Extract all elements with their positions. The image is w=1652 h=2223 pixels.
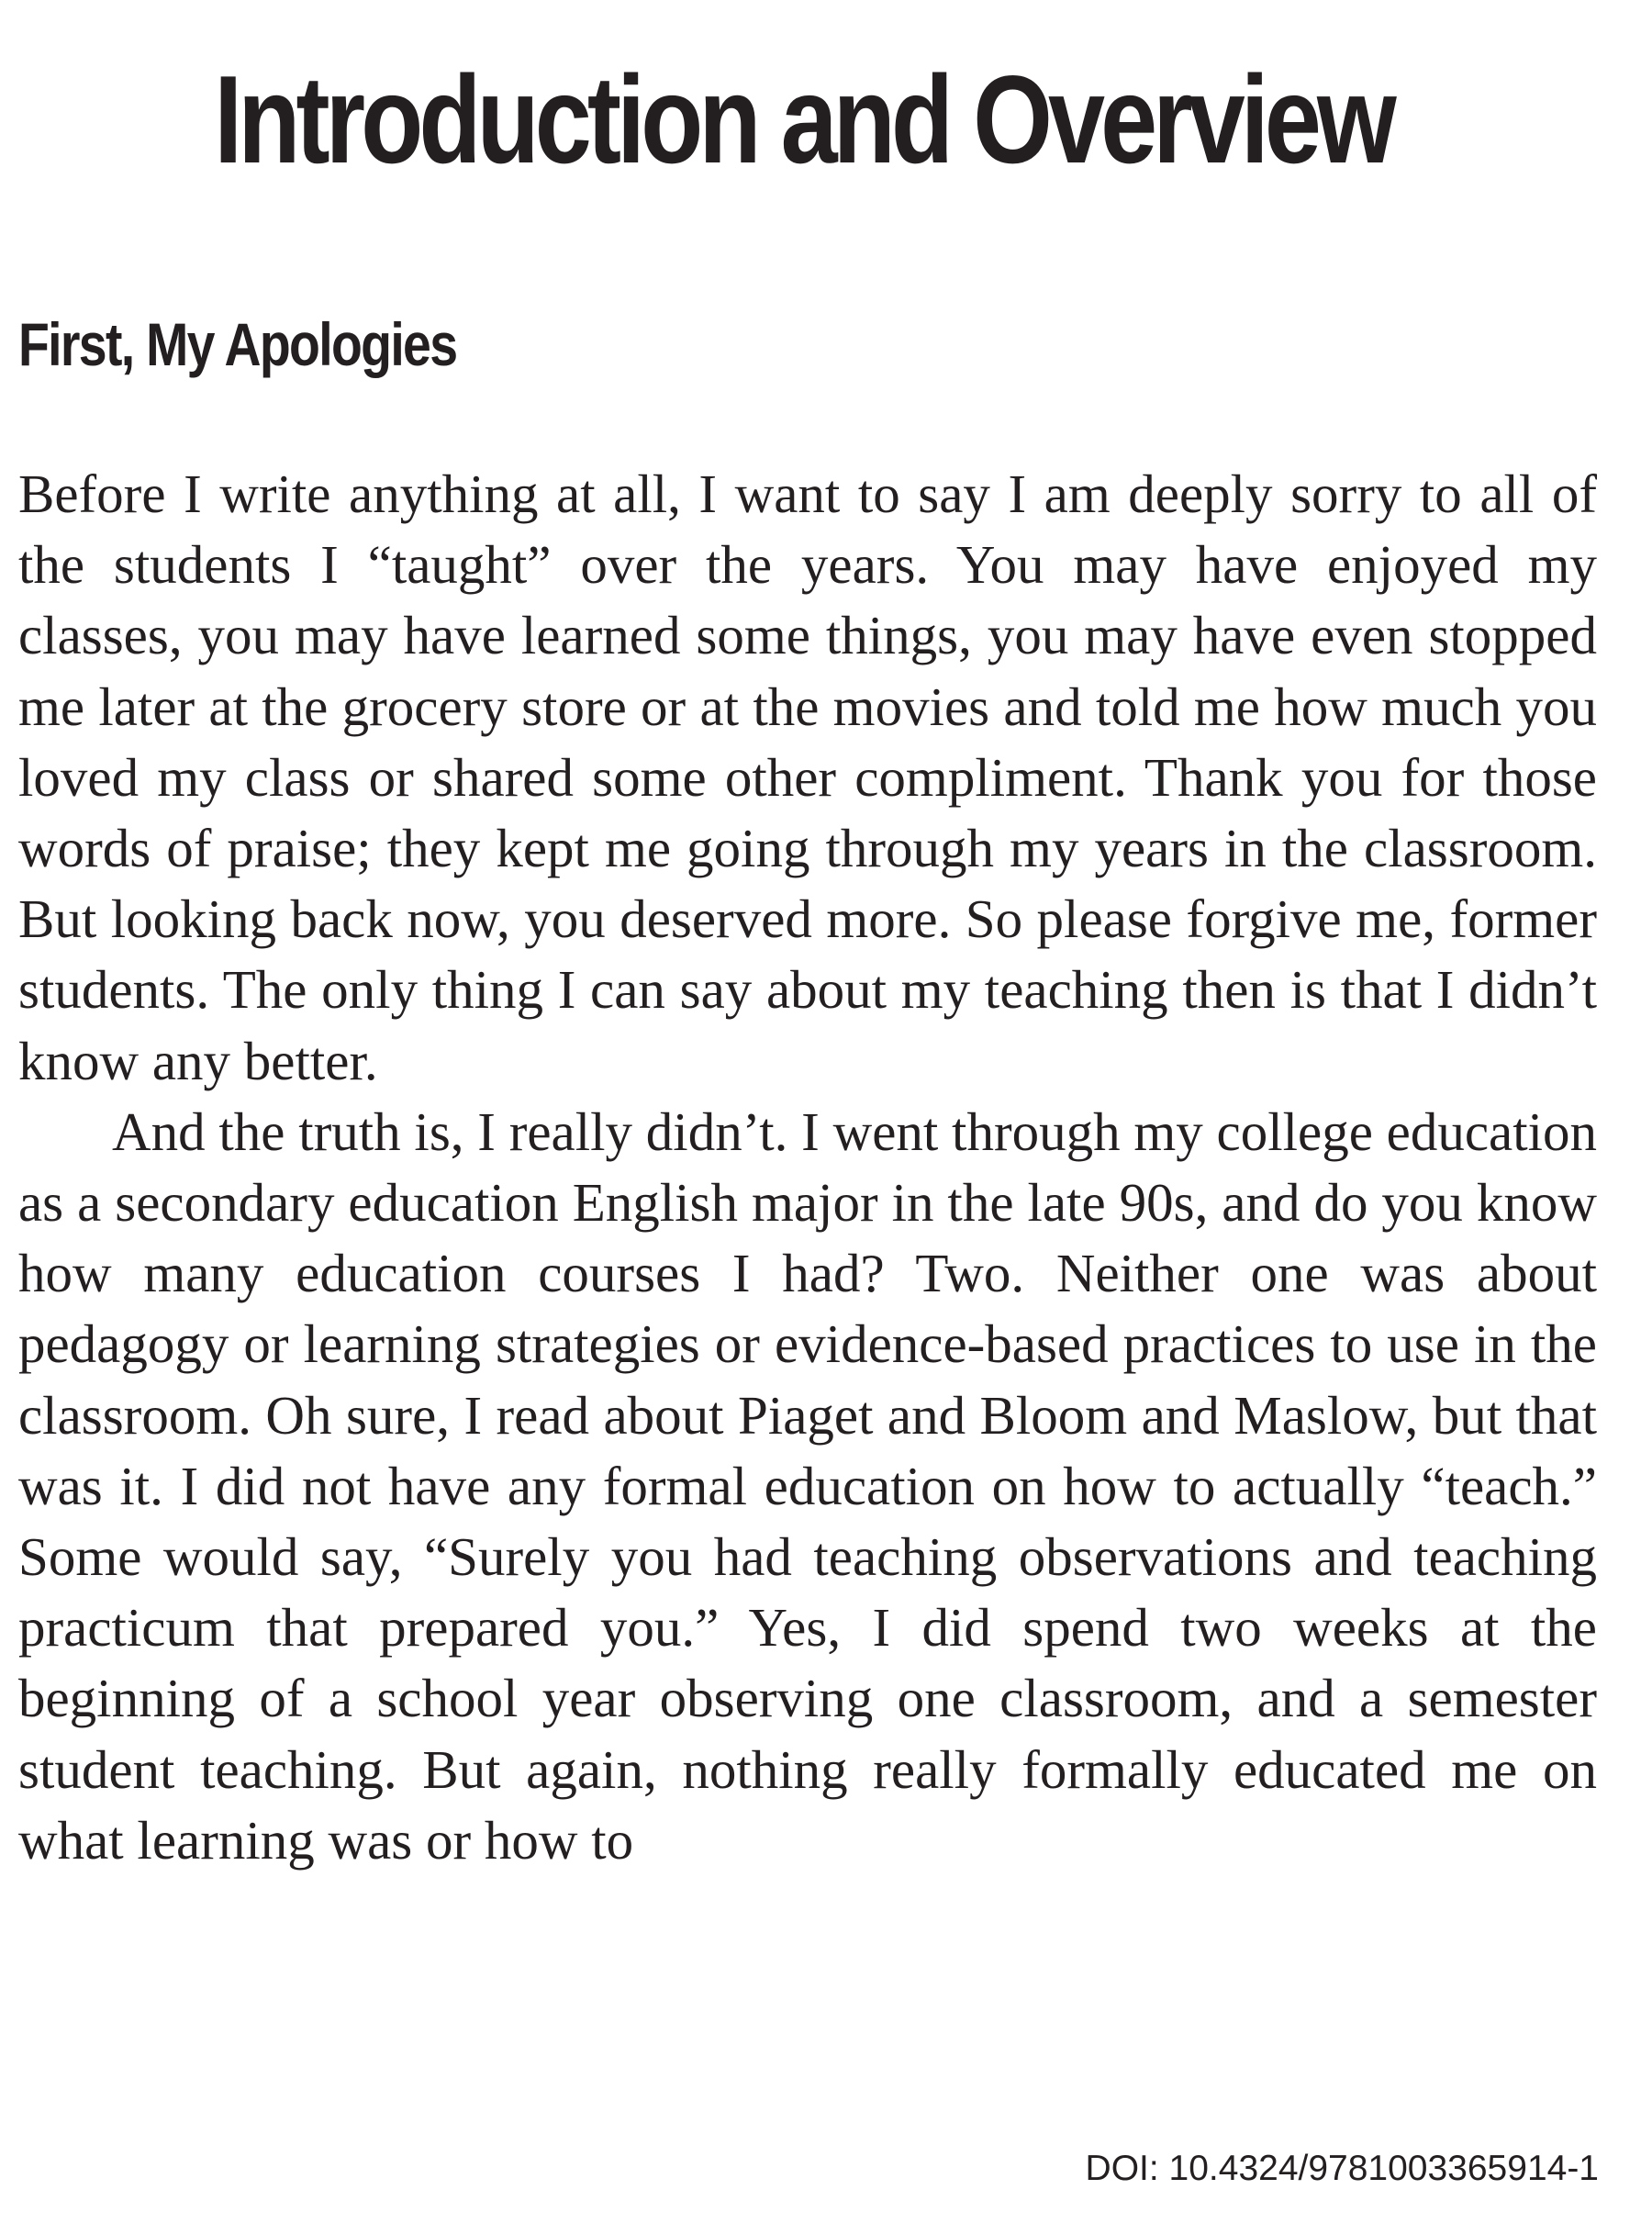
chapter-title: Introduction and Overview	[214, 50, 1392, 189]
doi-footer: DOI: 10.4324/9781003365914-1	[1085, 2149, 1599, 2188]
paragraph-1: Before I write anything at all, I want to say I am deeply sorry to all of the students I “taught” over the years. You may have enjoyed my classes, you may have learned some things, you may have even stopped me later at the grocery store or at the movies and told me how much you loved my class or shared some other compliment. Thank you for those words of praise; they kept me going through my years in the classroom. But looking back now, you deserved more. So please forgive me, former students. The only thing I can say about my teaching then is that I didn’t know any better.	[18, 464, 1597, 1091]
paragraph-2: And the truth is, I really didn’t. I went through my college education as a secondary education English major in the late 90s, and do you know how many education courses I had? Two. Neither one was about pedagogy or learning strategies or evidence-based practices to use in the classroom. Oh sure, I read about Piaget and Bloom and Maslow, but that was it. I did not have any formal education on how to actually “teach.” Some would say, “Surely you had teaching observations and teaching practicum that prepared you.” Yes, I did spend two weeks at the beginning of a school year observing one classroom, and a semester student teaching. But again, nothing really formally educated me on what learning was or how to	[18, 1100, 1597, 1871]
section-heading: First, My Apologies	[18, 310, 457, 378]
body-text	[18, 459, 1597, 1876]
